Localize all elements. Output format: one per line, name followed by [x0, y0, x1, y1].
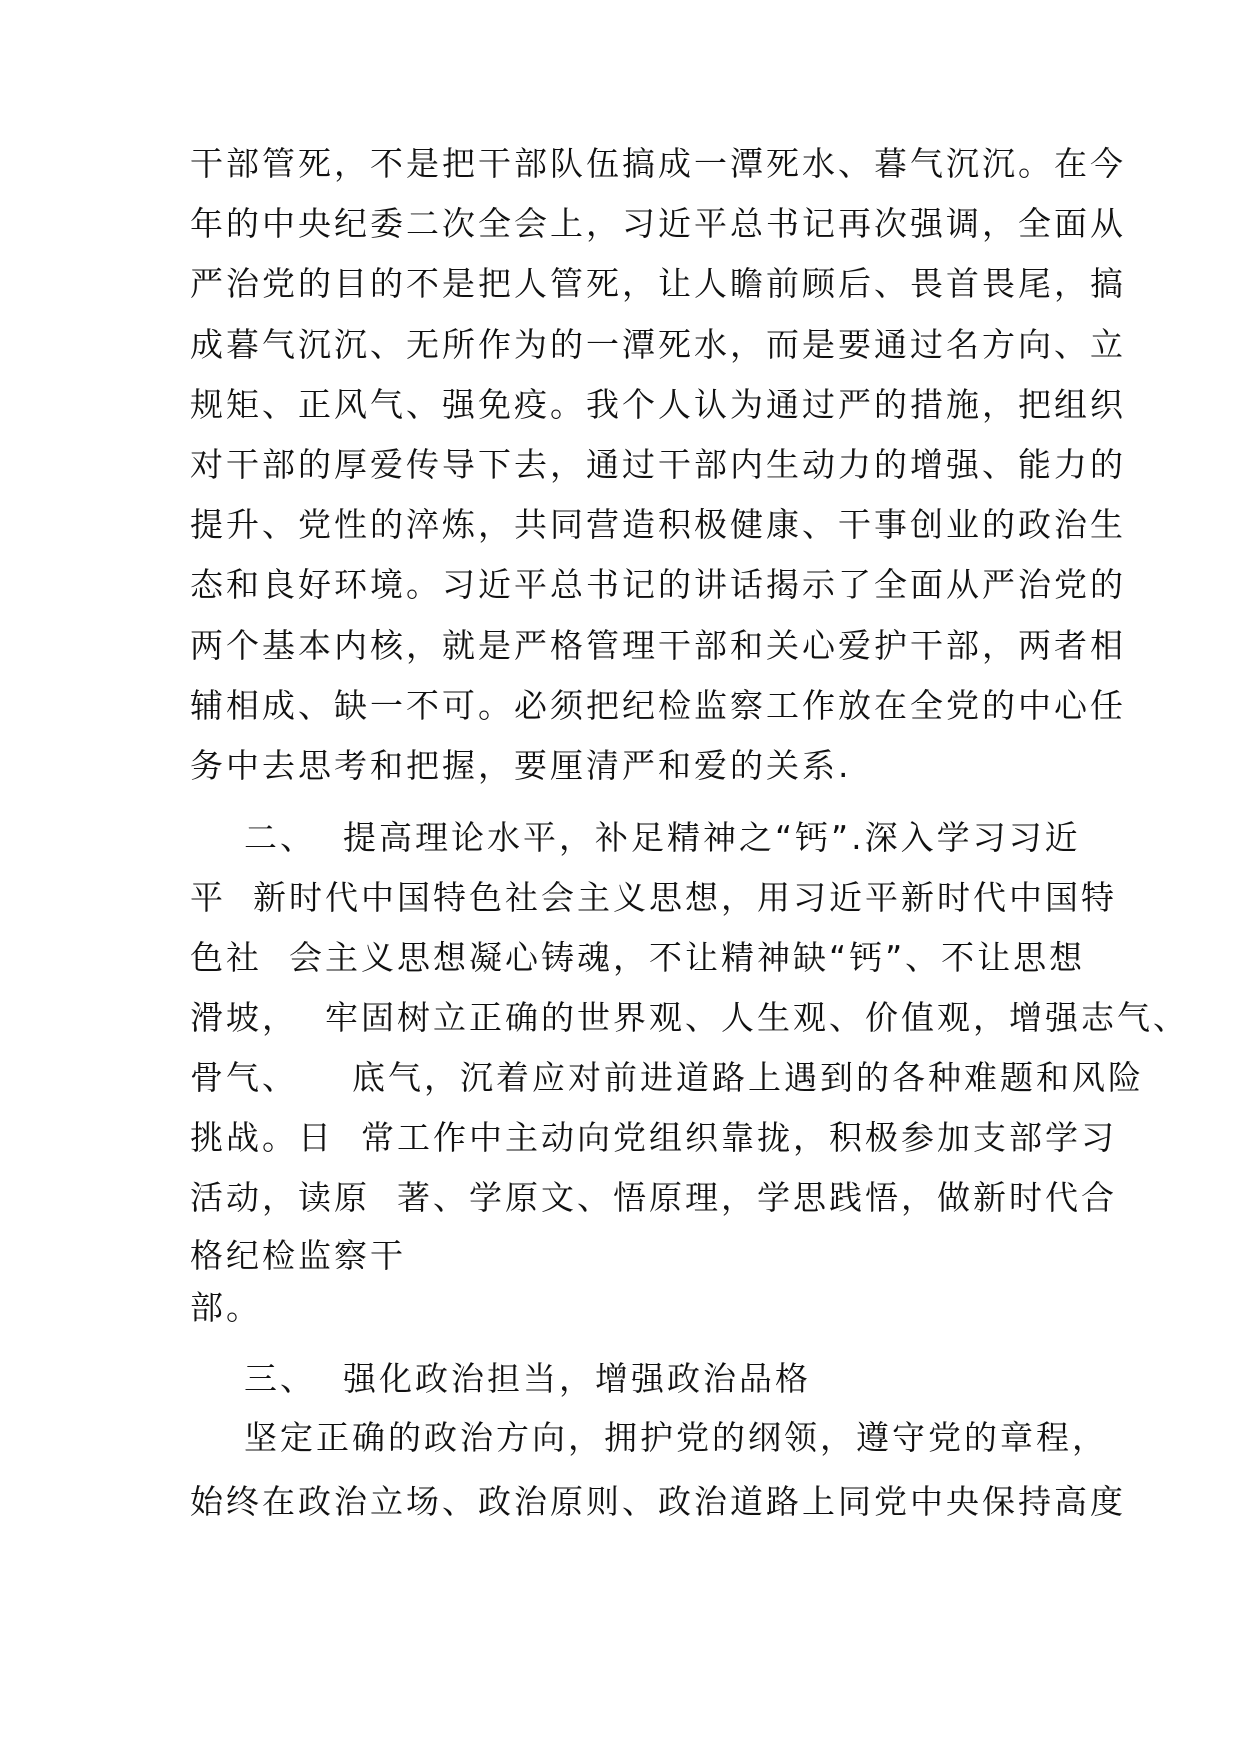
body-text-line: 干部管死，不是把干部队伍搞成一潭死水、暮气沉沉。在今 — [190, 144, 1126, 183]
body-text-line: 态和良好环境。习近平总书记的讲话揭示了全面从严治党的 — [190, 565, 1126, 604]
body-text-line: 年的中央纪委二次全会上，习近平总书记再次强调，全面从 — [190, 204, 1126, 243]
body-text-line: 活动，读原 著、学原文、悟原理，学思践悟，做新时代合 — [190, 1178, 1117, 1217]
body-text-line: 挑战。日 常工作中主动向党组织靠拢，积极参加支部学习 — [190, 1118, 1117, 1157]
body-text-line: 格纪检监察干 — [190, 1236, 406, 1275]
section-two-heading-line: 二、 提高理论水平，补足精神之“钙”.深入学习习近 — [190, 818, 1081, 857]
body-text-line: 骨气、 底气，沉着应对前进道路上遇到的各种难题和风险 — [190, 1058, 1144, 1097]
body-text-line: 两个基本内核，就是严格管理干部和关心爱护干部，两者相 — [190, 626, 1126, 665]
body-text-line: 辅相成、缺一不可。必须把纪检监察工作放在全党的中心任 — [190, 686, 1126, 725]
body-text-line: 部。 — [190, 1288, 262, 1327]
section-three-heading: 三、 强化政治担当，增强政治品格 — [190, 1359, 811, 1398]
body-text-line: 坚定正确的政治方向，拥护党的纲领，遵守党的章程， — [190, 1418, 1108, 1457]
body-text-line: 成暮气沉沉、无所作为的一潭死水，而是要通过名方向、立 — [190, 325, 1126, 364]
body-text-line: 严治党的目的不是把人管死，让人瞻前顾后、畏首畏尾，搞 — [190, 264, 1126, 303]
body-text-line: 滑坡， 牢固树立正确的世界观、人生观、价值观，增强志气、 — [190, 998, 1189, 1037]
body-text-line: 提升、党性的淬炼，共同营造积极健康、干事创业的政治生 — [190, 505, 1126, 544]
body-text-line: 始终在政治立场、政治原则、政治道路上同党中央保持高度 — [190, 1482, 1126, 1521]
body-text-line: 对干部的厚爱传导下去，通过干部内生动力的增强、能力的 — [190, 445, 1126, 484]
body-text-line: 色社 会主义思想凝心铸魂，不让精神缺“钙”、不让思想 — [190, 938, 1086, 977]
body-text-line: 规矩、正风气、强免疫。我个人认为通过严的措施，把组织 — [190, 385, 1126, 424]
body-text-line: 平 新时代中国特色社会主义思想，用习近平新时代中国特 — [190, 878, 1117, 917]
body-text-line: 务中去思考和把握，要厘清严和爱的关系. — [190, 746, 852, 785]
